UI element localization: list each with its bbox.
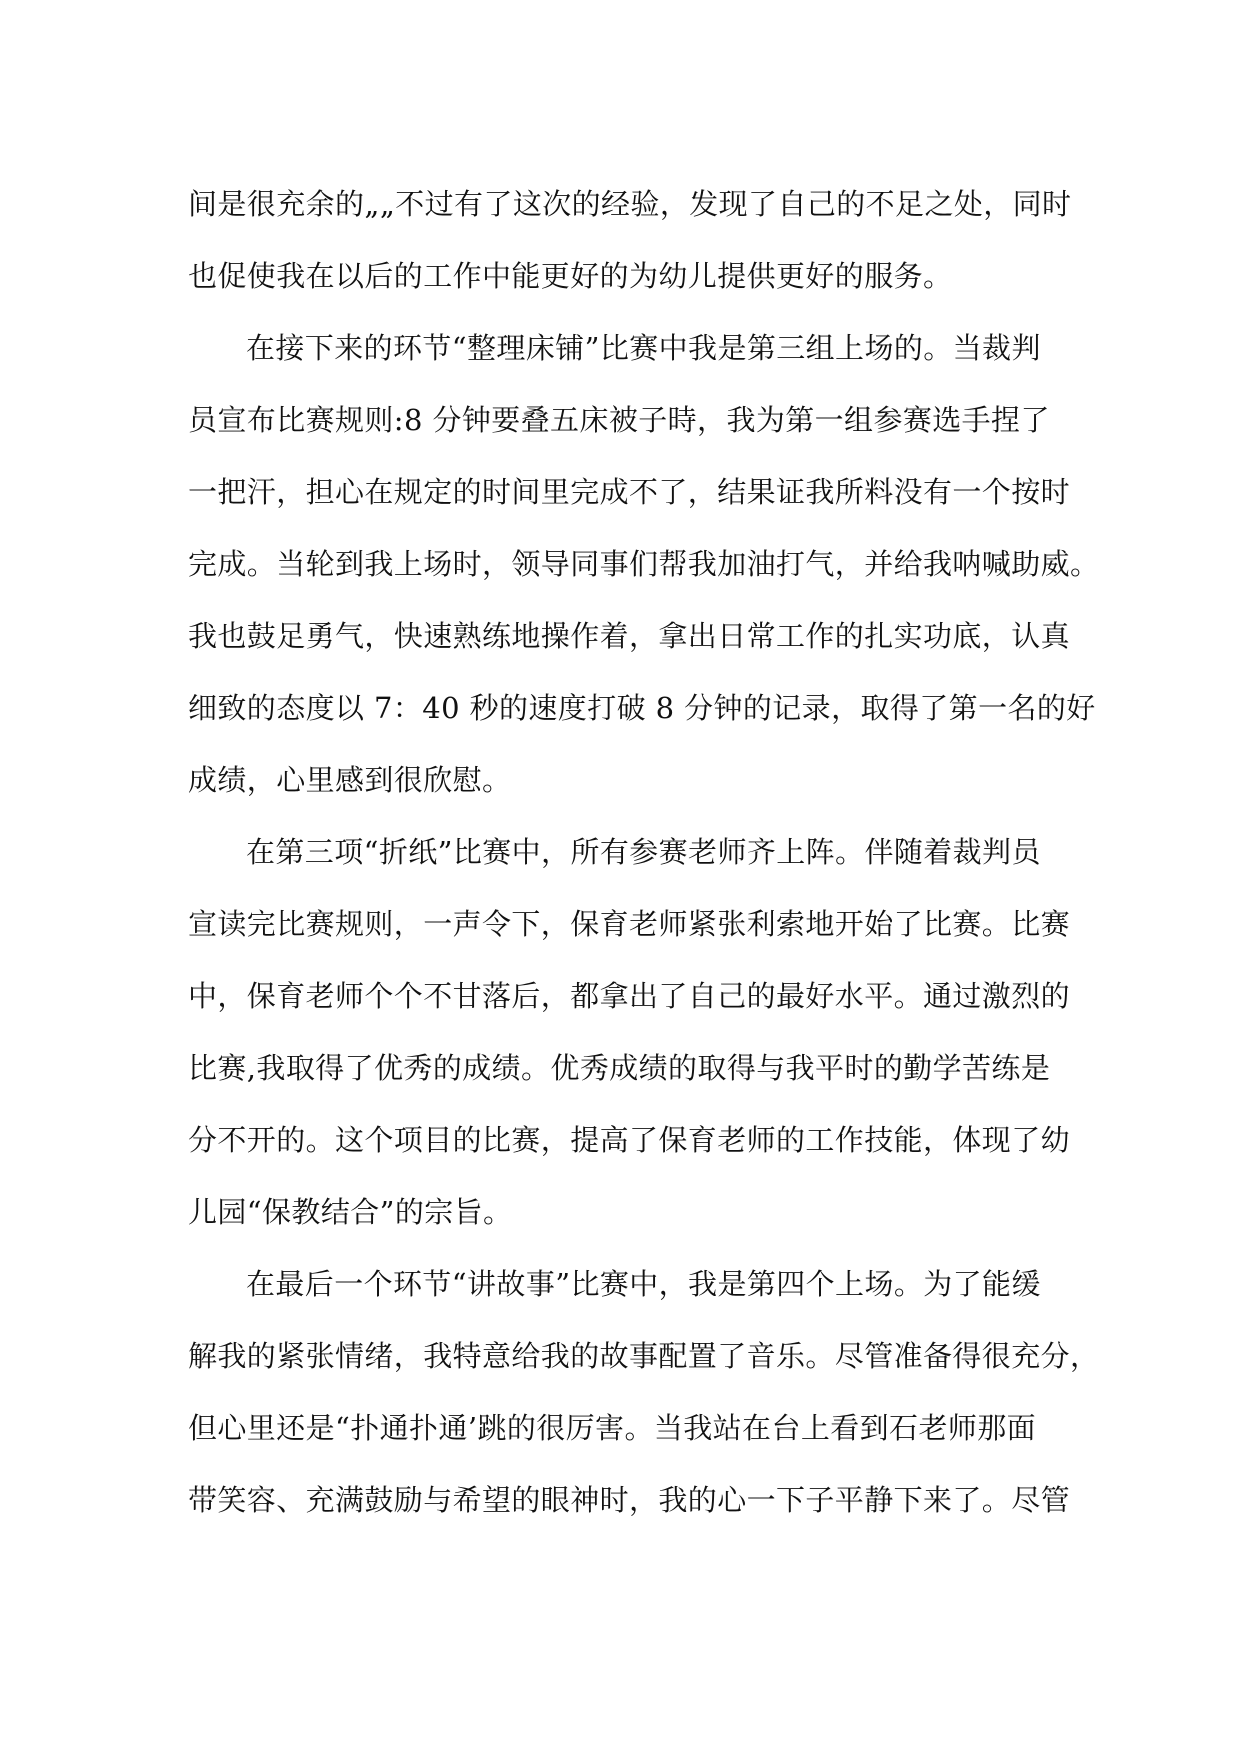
text-line: 带笑容、充满鼓励与希望的眼神时，我的心一下子平静下来了。尽管 xyxy=(188,1483,1071,1517)
text-line: 分不开的。这个项目的比赛，提高了保育老师的工作技能，体现了幼 xyxy=(188,1123,1071,1157)
text-line: 中，保育老师个个不甘落后，都拿出了自己的最好水平。通过激烈的 xyxy=(188,979,1071,1013)
text-line: 我也鼓足勇气，快速熟练地操作着，拿出日常工作的扎实功底，认真 xyxy=(188,619,1071,653)
text-line: 也促使我在以后的工作中能更好的为幼儿提供更好的服务。 xyxy=(188,259,953,293)
text-line: 员宣布比赛规则:8 分钟要叠五床被子時，我为第一组参赛选手捏了 xyxy=(188,403,1050,437)
text-line: 成绩，心里感到很欣慰。 xyxy=(188,763,512,797)
text-line: 解我的紧张情绪，我特意给我的故事配置了音乐。尽管准备得很充分， xyxy=(188,1339,1100,1373)
text-line: 完成。当轮到我上场时，领导同事们帮我加油打气，并给我呐喊助威。 xyxy=(188,547,1100,581)
paragraph-start-line: 在接下来的环节“整理床铺”比赛中我是第三组上场的。当裁判 xyxy=(246,331,1041,365)
text-line: 比赛,我取得了优秀的成绩。优秀成绩的取得与我平时的勤学苦练是 xyxy=(188,1051,1051,1085)
text-line: 间是很充余的„„不过有了这次的经验，发现了自己的不足之处，同时 xyxy=(188,187,1072,221)
text-line: 儿园“保教结合”的宗旨。 xyxy=(188,1195,513,1229)
text-line: 细致的态度以 7：40 秒的速度打破 8 分钟的记录，取得了第一名的好 xyxy=(188,691,1096,725)
body-text xyxy=(188,168,1100,1536)
paragraph-start-line: 在最后一个环节“讲故事”比赛中，我是第四个上场。为了能缓 xyxy=(246,1267,1041,1301)
paragraph-start-line: 在第三项“折纸”比赛中，所有参赛老师齐上阵。伴随着裁判员 xyxy=(246,835,1041,869)
text-line: 一把汗，担心在规定的时间里完成不了，结果证我所料没有一个按时 xyxy=(188,475,1071,509)
text-line: 宣读完比赛规则，一声令下，保育老师紧张利索地开始了比赛。比赛 xyxy=(188,907,1071,941)
text-line: 但心里还是“扑通扑通’跳的很厉害。当我站在台上看到石老师那面 xyxy=(188,1411,1037,1445)
